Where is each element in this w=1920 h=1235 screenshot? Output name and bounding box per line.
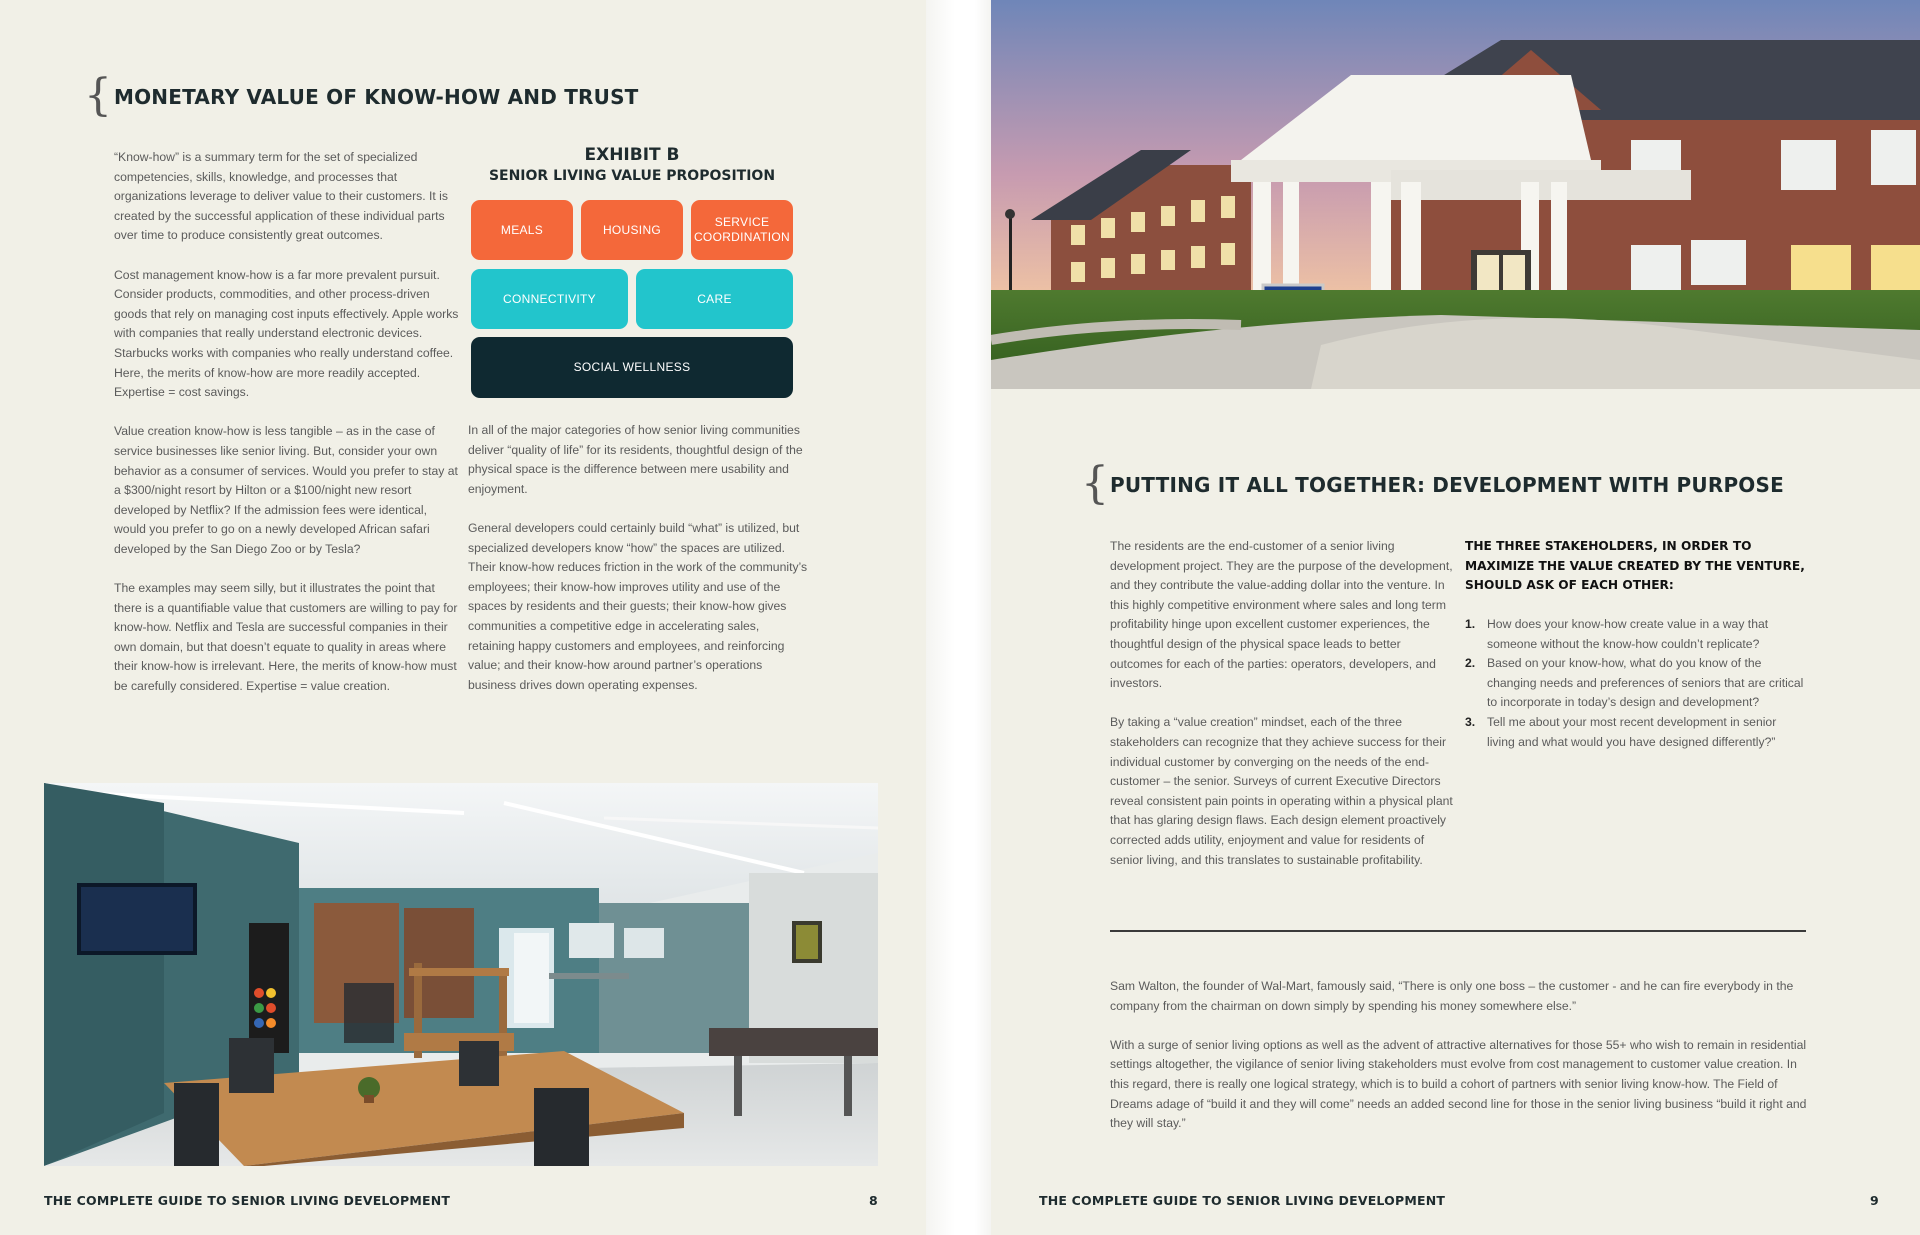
tile-social-wellness: SOCIAL WELLNESS xyxy=(471,337,793,398)
paragraph: In all of the major categories of how senior living communities deliver “quality of life” for its residents, thoughtful design of the physical space is the difference between mere usability and enjoyment. xyxy=(468,423,803,496)
closing-text xyxy=(1110,977,1810,1134)
tile-housing: HOUSING xyxy=(581,200,683,260)
paragraph: Value creation know-how is less tangible – as in the case of service businesses like senior living. But, consider your own behavior as a consumer of services. Would you prefer to stay at a $300/night resort by Hilton or a $100/night new resort developed by Netflix? If the admission fees were identical, would you prefer to go on a newly developed African safari developed by the San Diego Zoo or by Tesla? xyxy=(114,424,458,556)
footer-title: THE COMPLETE GUIDE TO SENIOR LIVING DEVELOPMENT xyxy=(44,1193,451,1208)
footer-title: THE COMPLETE GUIDE TO SENIOR LIVING DEVELOPMENT xyxy=(1039,1193,1446,1208)
paragraph: The examples may seem silly, but it illustrates the point that there is a quantifiable value that customers are willing to pay for know-how. Netflix and Tesla are successful companies in their own domain, but that doesn’t equate to quality in areas where their know-how is irrelevant. Here, the merits of know-how must be carefully considered. Expertise = value creation. xyxy=(114,581,458,694)
paragraph: The residents are the end-customer of a senior living development project. They are the purpose of the development, and they contribute the value-adding dollar into the venture. In this highly competitive environment where sales and long term profitability hinge upon excellent customer experiences, the thoughtful design of the physical space leads to better outcomes for each of the parties: operators, developers, and investors. xyxy=(1110,539,1453,691)
paragraph: “Know-how” is a summary term for the set of specialized competencies, skills, knowledge, and processes that organizations leverage to deliver value to their customers. It is created by the successful application of these individual parts over time to produce consistently great outcomes. xyxy=(114,150,448,243)
stakeholders-heading: THE THREE STAKEHOLDERS, IN ORDER TO MAXIMIZE THE VALUE CREATED BY THE VENTURE, SHOULD ASK OF EACH OTHER: xyxy=(1465,539,1805,593)
therapy-room-illustration xyxy=(44,783,878,1166)
paragraph: By taking a “value creation” mindset, each of the three stakeholders can recognize that they achieve success for their individual customer by converging on the needs of the end-customer – the senior. Surveys of current Executive Directors reveal consistent pain points in operating within a physical plant that has glaring design flaws. Each design element proactively corrected adds utility, enjoyment and value for residents of senior living, and this translates to sustainable profitability. xyxy=(1110,715,1453,867)
list-number: 3. xyxy=(1465,714,1476,729)
left-page xyxy=(0,0,926,1235)
stakeholder-questions-list xyxy=(1465,615,1805,752)
senior-living-building-photo xyxy=(991,0,1920,389)
paragraph: Sam Walton, the founder of Wal-Mart, famously said, “There is only one boss – the customer - and he can fire everybody in the company from the chairman on down simply by spending his money somewhere else.” xyxy=(1110,979,1794,1013)
page-number: 8 xyxy=(869,1193,878,1208)
exhibit-title: EXHIBIT B xyxy=(584,145,680,165)
list-item xyxy=(1465,615,1805,654)
list-item-text: Based on your know-how, what do you know of the changing needs and preferences of seniors that are critical to incorporate in today’s design and development? xyxy=(1487,656,1804,710)
section-divider xyxy=(1110,930,1806,932)
list-number: 2. xyxy=(1465,656,1476,671)
page-heading: MONETARY VALUE OF KNOW-HOW AND TRUST xyxy=(114,85,639,109)
therapy-room-photo xyxy=(44,783,878,1166)
page-spread-gutter xyxy=(926,0,991,1235)
paragraph: With a surge of senior living options as well as the advent of attractive alternatives for those 55+ who wish to remain in residential settings altogether, the vigilance of senior living stakeholders must evolve from cost management to customer value creation. In this regard, there is really one logical strategy, which is to build a cohort of partners with senior living know-how. The Field of Dreams adage of “build it and they will come” needs an added second line for those in the senior living business “build it right and they will stay.” xyxy=(1110,1037,1807,1131)
list-item-text: How does your know-how create value in a way that someone without the know-how couldn’t replicate? xyxy=(1487,617,1769,651)
exhibit-subtitle: SENIOR LIVING VALUE PROPOSITION xyxy=(488,168,776,184)
text-column-2 xyxy=(468,421,808,695)
heading-brace-icon: { xyxy=(84,70,112,121)
list-item xyxy=(1465,654,1805,713)
building-illustration xyxy=(991,0,1920,389)
text-column-1 xyxy=(114,148,459,697)
list-number: 1. xyxy=(1465,617,1476,631)
tile-meals: MEALS xyxy=(471,200,573,260)
right-page xyxy=(991,0,1920,1235)
paragraph: Cost management know-how is a far more prevalent pursuit. Consider products, commodities, and other process-driven goods that rely on managing cost inputs effectively. Apple works with companies that really understand electronic devices. Starbucks works with companies who really understand coffee. Here, the merits of know-how are more readily accepted. Expertise = cost savings. xyxy=(114,267,459,400)
page-number: 9 xyxy=(1870,1193,1879,1208)
list-item-text: Tell me about your most recent development in senior living and what would you have designed differently?” xyxy=(1487,714,1777,749)
paragraph: General developers could certainly build “what” is utilized, but specialized developers know “how” the spaces are utilized. Their know-how reduces friction in the work of the community’s employees; their know-how improves utility and use of the spaces by residents and their guests; their know-how gives communities a competitive edge in accelerating sales, retaining happy customers and employees, and reinforcing value; and their know-how around partner’s operations business drives down operating expenses. xyxy=(468,520,808,692)
tile-connectivity: CONNECTIVITY xyxy=(471,269,628,329)
page-heading: PUTTING IT ALL TOGETHER: DEVELOPMENT WITH PURPOSE xyxy=(1110,473,1784,497)
heading-brace-icon: { xyxy=(1081,458,1109,509)
tile-care: CARE xyxy=(636,269,793,329)
tile-service-coordination: SERVICE COORDINATION xyxy=(691,200,793,260)
text-column-1 xyxy=(1110,537,1455,870)
list-item xyxy=(1465,713,1805,752)
